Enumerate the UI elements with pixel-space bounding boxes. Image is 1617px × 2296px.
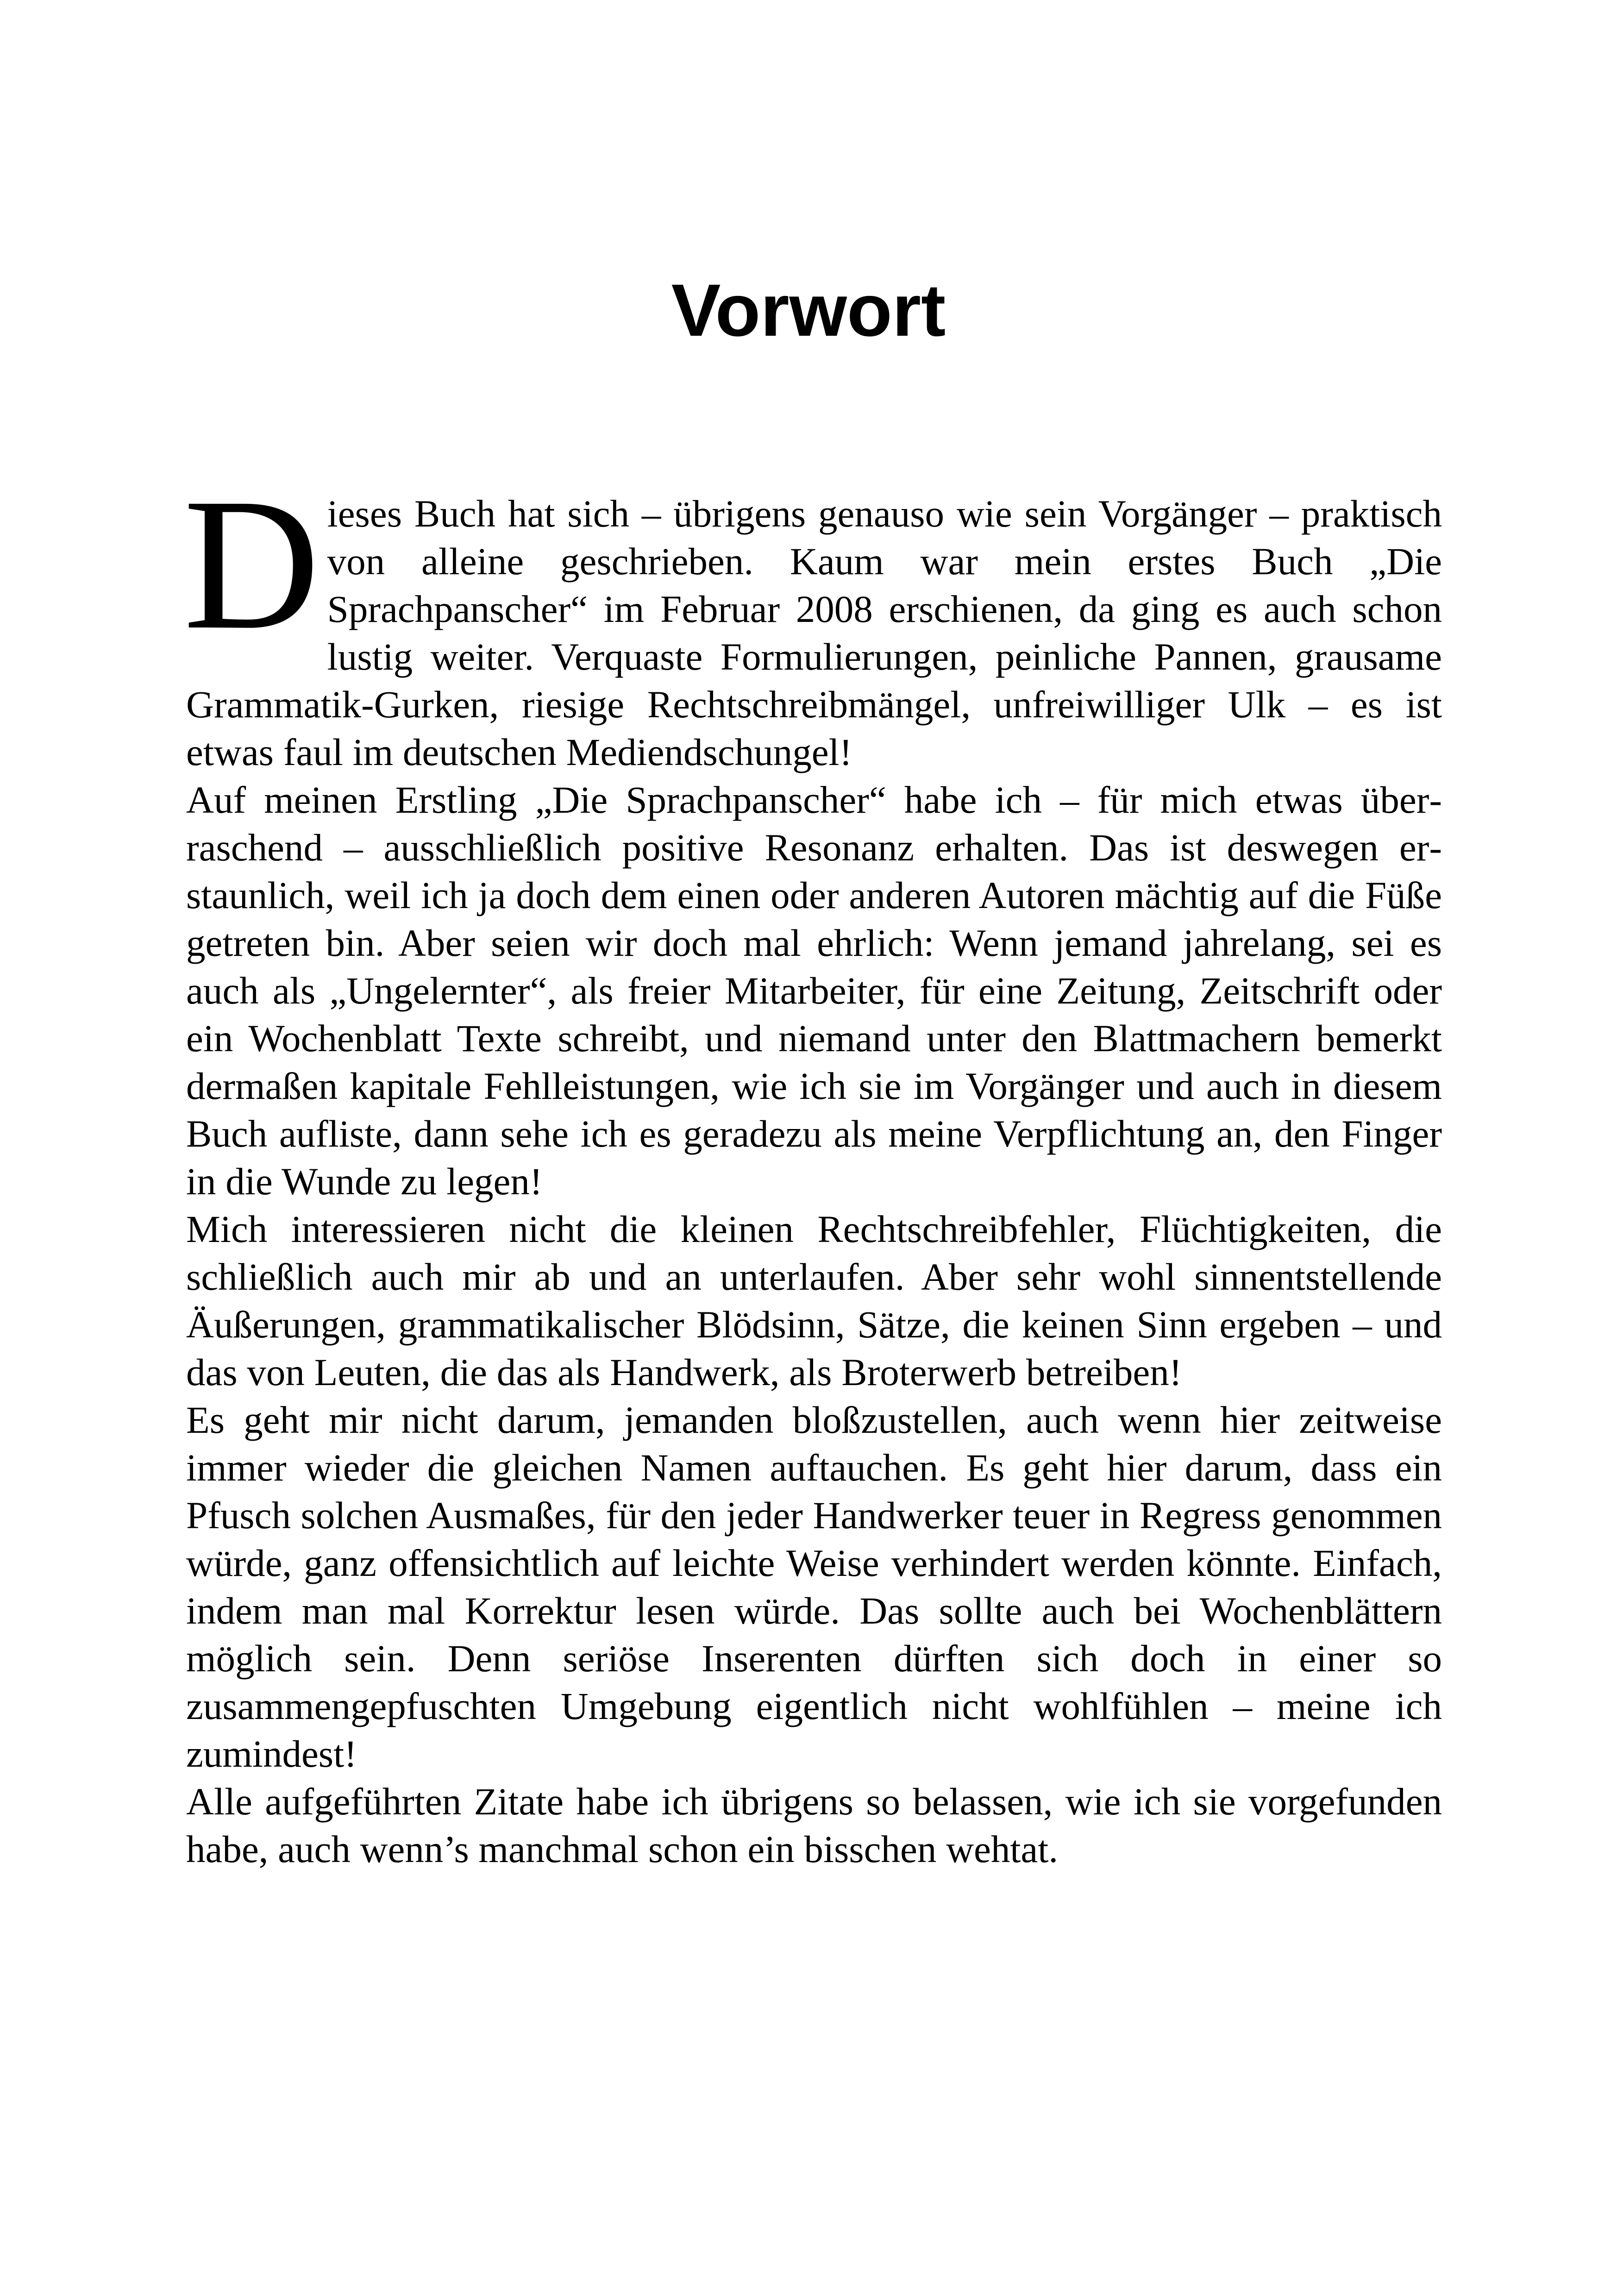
paragraph-intro — [183, 459, 1442, 776]
drop-cap: D — [183, 459, 320, 669]
paragraph-intro-text: ieses Buch hat sich – übrigens genauso wie sein Vorgänger – praktisch von alleine geschrieben. Kaum war mein erstes Buch „Die Sprachpanscher“ im Februar 2008 erschienen, da ging es auch schon lustig weiter. Verquaste Formulierungen, peinliche Pannen, grausame Grammatik-Gurken, riesige Rechtschreibmängel, unfreiwilliger Ulk – es ist etwas faul im deutschen Mediendschungel! — [186, 492, 1442, 773]
paragraph-resonance: Auf meinen Erstling „Die Sprachpanscher“ habe ich – für mich etwas überraschend – ausschließlich positive Resonanz erhalten. Das ist deswegen erstaunlich, weil ich ja doch dem einen oder anderen Autoren mächtig auf die Füße getreten bin. Aber seien wir doch mal ehrlich: Wenn jemand jahrelang, sei es auch als „Ungelernter“, als freier Mitarbeiter, für eine Zeitung, Zeitschrift oder ein Wochenblatt Texte schreibt, und niemand unter den Blattmachern bemerkt dermaßen kapitale Fehlleistungen, wie ich sie im Vorgänger und auch in diesem Buch aufliste, dann sehe ich es geradezu als meine Verpflichtung an, den Finger in die Wunde zu legen! — [186, 778, 1442, 1203]
paragraph-quotes: Alle aufgeführten Zitate habe ich übrigens so belassen, wie ich sie vorgefunden habe, auch wenn’s manchmal schon ein bisschen wehtat. — [186, 1780, 1442, 1870]
paragraph-purpose: Es geht mir nicht darum, jemanden bloßzustellen, auch wenn hier zeitweise immer wieder die gleichen Namen auftauchen. Es geht hier darum, dass ein Pfusch solchen Ausmaßes, für den jeder Handwerker teuer in Regress genommen würde, ganz offensichtlich auf leichte Weise verhindert werden könnte. Einfach, indem man mal Korrektur lesen würde. Das sollte auch bei Wochenblättern möglich sein. Denn seriöse Inserenten dürften sich doch in einer so zusammengepfuschten Umgebung eigentlich nicht wohlfühlen – meine ich zumindest! — [186, 1399, 1442, 1775]
paragraph-errors: Mich interessieren nicht die kleinen Rechtschreibfehler, Flüchtigkeiten, die schließlich auch mir ab und an unterlaufen. Aber sehr wohl sinnentstellende Äußerungen, grammatikalischer Blödsinn, Sätze, die keinen Sinn ergeben – und das von Leuten, die das als Handwerk, als Broterwerb betreiben! — [186, 1208, 1442, 1393]
chapter-body — [183, 459, 1442, 1873]
chapter-title: Vorwort — [671, 269, 946, 351]
